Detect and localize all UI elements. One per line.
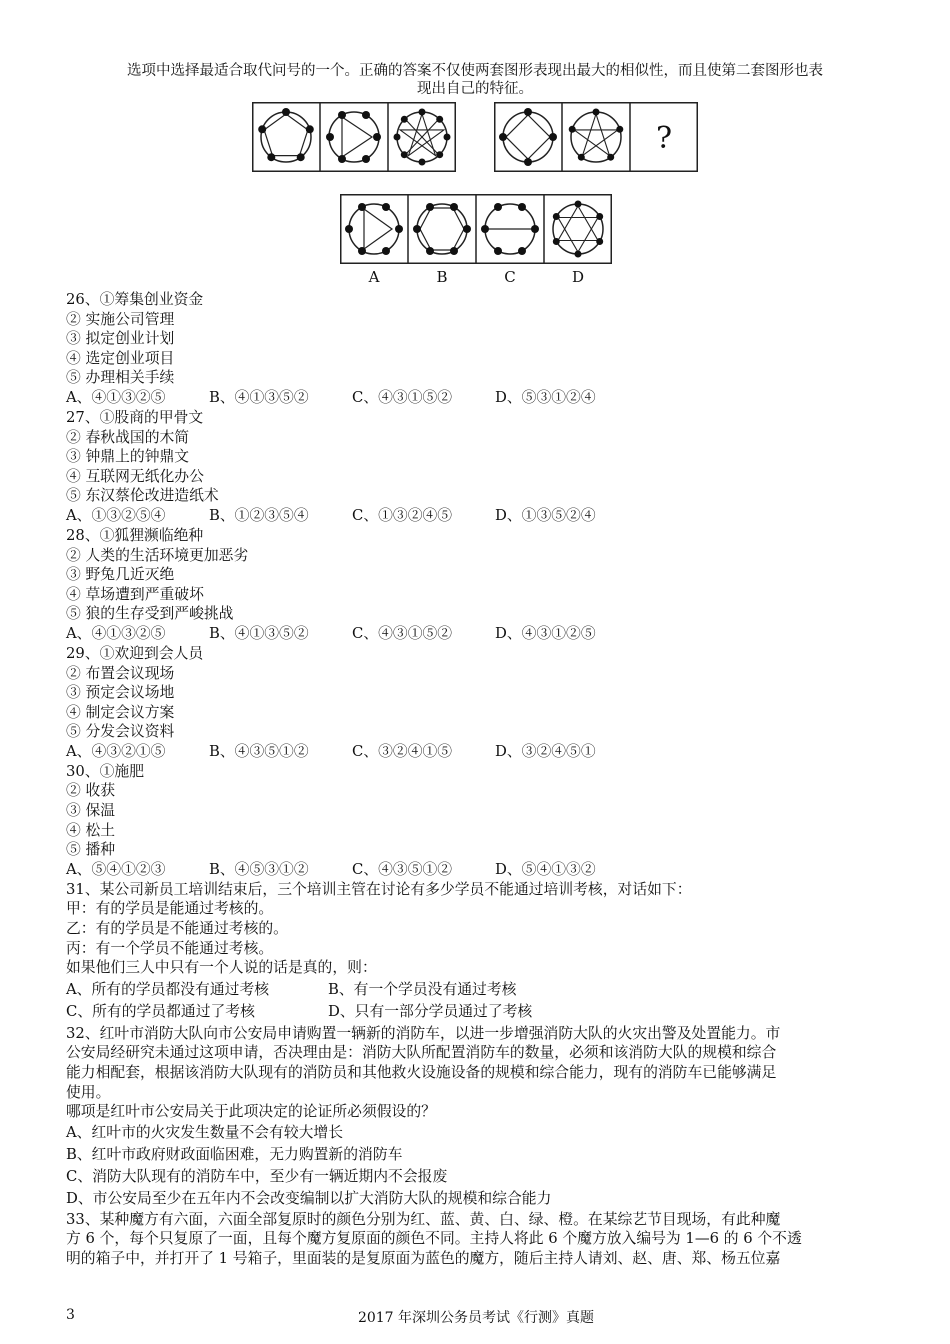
set1-figure-2 [326,111,381,163]
answer-option[interactable]: D、⑤④①③② [495,860,596,878]
option-figure-c [481,203,539,255]
question-item: ② 布置会议现场 [66,664,175,682]
question-stem: 28、①狐狸濒临绝种 [66,526,204,544]
question-item: ⑤ 狼的生存受到严峻挑战 [66,605,234,623]
question-item: ⑤ 办理相关手续 [66,369,175,387]
question-item: ② 春秋战国的木简 [66,428,190,446]
question-item: ⑤ 播种 [66,841,116,859]
question-item: ④ 松土 [66,821,116,839]
figure-set-2-svg [494,102,698,172]
question-item: ② 人类的生活环境更加恶劣 [66,546,249,564]
question-stem-line: 明的箱子中，并打开了 1 号箱子，里面装的是复原面为蓝色的魔方，随后主持人请刘、赵、唐、郑、杨五位嘉 [66,1249,781,1267]
intro-text [60,62,890,98]
answer-options [66,980,886,1000]
question-item: ⑤ 东汉蔡伦改进造纸术 [66,487,219,505]
question-stem: 30、①施肥 [66,762,145,780]
answer-option[interactable]: A、所有的学员都没有通过考核 [66,980,270,998]
answer-option[interactable]: A、④①③②⑤ [66,624,166,642]
question-item: ④ 互联网无纸化办公 [66,467,204,485]
question-item: ③ 野兔几近灭绝 [66,566,175,584]
question-stem-line: 公安局经研究未通过这项申请，否决理由是：消防大队所配置消防车的数量，必须和该消防大队的规模和综合 [66,1044,777,1062]
questions-content [66,290,886,1269]
question-item: ④ 选定创业项目 [66,349,175,367]
answer-option[interactable]: C、④③①⑤② [352,388,453,406]
set1-figure-1 [258,108,314,162]
answer-options [66,860,886,880]
answer-option[interactable]: B、④①③⑤② [209,388,309,406]
intro-line-2: 现出自己的特征。 [417,81,533,97]
answer-option[interactable]: A、⑤④①②③ [66,860,166,878]
question-item: ③ 钟鼎上的钟鼎文 [66,448,190,466]
answer-options [66,506,886,526]
question-stem-line: 32、红叶市消防大队向市公安局申请购置一辆新的消防车，以进一步增强消防大队的火灾出警及处置能力。市 [66,1024,781,1042]
statement-line: 如果他们三人中只有一个人说的话是真的，则： [66,959,377,977]
question-26 [66,290,886,408]
question-29 [66,644,886,762]
question-31 [66,880,886,1022]
question-item: ② 实施公司管理 [66,310,175,328]
answer-option[interactable]: B、④⑤③①② [209,860,309,878]
question-28 [66,526,886,644]
question-27 [66,408,886,526]
answer-option[interactable]: A、红叶市的火灾发生数量不会有较大增长 [66,1123,344,1141]
question-32 [66,1024,886,1210]
footer-title: 2017 年深圳公务员考试《行测》真题 [357,1310,595,1326]
figure-options-svg [340,194,612,264]
page-number: 3 [66,1307,75,1323]
answer-options [66,742,886,762]
answer-option[interactable]: D、③②④⑤① [495,742,596,760]
figure-set-2 [494,102,698,172]
question-stem-line: 能力相配套，根据该消防大队现有的消防员和其他救火设施设备的规模和综合能力，现有的消防车已能够满足 [66,1064,777,1081]
option-figure-b [413,203,471,255]
answer-option[interactable]: B、有一个学员没有通过考核 [328,980,517,998]
answer-option[interactable]: D、市公安局至少在五年内不会改变编制以扩大消防大队的规模和综合能力 [66,1189,552,1207]
answer-option[interactable]: B、④③⑤①② [209,742,309,760]
question-stem: 27、①股商的甲骨文 [66,408,204,426]
question-item: ④ 草场遭到严重破坏 [66,585,204,603]
option-figure-a [345,203,403,255]
figure-set-1 [252,102,456,172]
question-item: ② 收获 [66,782,116,800]
question-item: ④ 制定会议方案 [66,703,175,721]
answer-option[interactable]: D、只有一部分学员通过了考核 [328,1002,533,1020]
question-stem: 26、①筹集创业资金 [66,291,204,308]
question-item: ⑤ 分发会议资料 [66,723,175,741]
question-stem-line: 方 6 个，每个只复原了一面，且每个魔方复原面的颜色不同。主持人将此 6 个魔方放入编号为 1—6 的 6 个不透 [66,1230,802,1248]
answer-option[interactable]: C、④③⑤①② [352,860,453,878]
set2-figure-1 [499,108,557,166]
question-stem-line: 使用。 [66,1083,111,1101]
option-letter-c: C [504,268,516,286]
set1-figure-3 [394,109,451,166]
answer-option[interactable]: D、①③⑤②④ [495,506,596,524]
figure-set-1-svg [252,102,456,172]
answer-option[interactable]: C、消防大队现有的消防车中，至少有一辆近期内不会报废 [66,1167,448,1185]
question-item: ③ 预定会议场地 [66,684,175,702]
answer-option[interactable]: A、④①③②⑤ [66,388,166,406]
answer-option[interactable]: B、①②③⑤④ [209,506,309,524]
option-letter-a: A [368,268,380,286]
answer-option[interactable]: B、④①③⑤② [209,624,309,642]
answer-option[interactable]: D、④③①②⑤ [495,624,596,642]
question-30 [66,762,886,880]
answer-options [66,388,886,408]
answer-option[interactable]: A、④③②①⑤ [66,742,166,760]
statement-line: 乙：有的学员是不能通过考核的。 [66,920,288,938]
answer-option[interactable]: C、①③②④⑤ [352,506,453,524]
answer-options [66,1002,886,1022]
answer-options [66,624,886,644]
question-mark: ? [655,121,673,156]
option-letter-b: B [436,268,448,286]
question-prompt: 哪项是红叶市公安局关于此项决定的论证所必须假设的？ [66,1103,436,1121]
answer-option[interactable]: C、③②④①⑤ [352,742,453,760]
answer-option[interactable]: A、①③②⑤④ [66,506,166,524]
option-figure-d [553,201,603,258]
statement-line: 丙：有一个学员不能通过考核。 [66,939,274,957]
answer-option[interactable]: B、红叶市政府财政面临困难，无力购置新的消防车 [66,1145,403,1163]
option-letter-d: D [571,268,585,286]
question-stem-line: 33、某种魔方有六面，六面全部复原时的颜色分别为红、蓝、黄、白、绿、橙。在某综艺节目现场，有此种魔 [66,1210,781,1228]
intro-line-1: 选项中选择最适合取代问号的一个。正确的答案不仅使两套图形表现出最大的相似性，而且使第二套图形也表 [127,63,823,79]
answer-option[interactable]: C、所有的学员都通过了考核 [66,1002,255,1020]
question-item: ③ 拟定创业计划 [66,330,175,348]
statement-line: 甲：有的学员是能通过考核的。 [66,900,274,918]
figure-options [340,194,612,264]
question-stem: 31、某公司新员工培训结束后，三个培训主管在讨论有多少学员不能通过培训考核，对话如下： [66,880,692,898]
question-stem: 29、①欢迎到会人员 [66,644,204,662]
answer-option[interactable]: C、④③①⑤② [352,624,453,642]
set2-figure-2 [569,109,624,163]
question-item: ③ 保温 [66,802,116,820]
answer-option[interactable]: D、⑤③①②④ [495,388,596,406]
question-33 [66,1210,886,1269]
